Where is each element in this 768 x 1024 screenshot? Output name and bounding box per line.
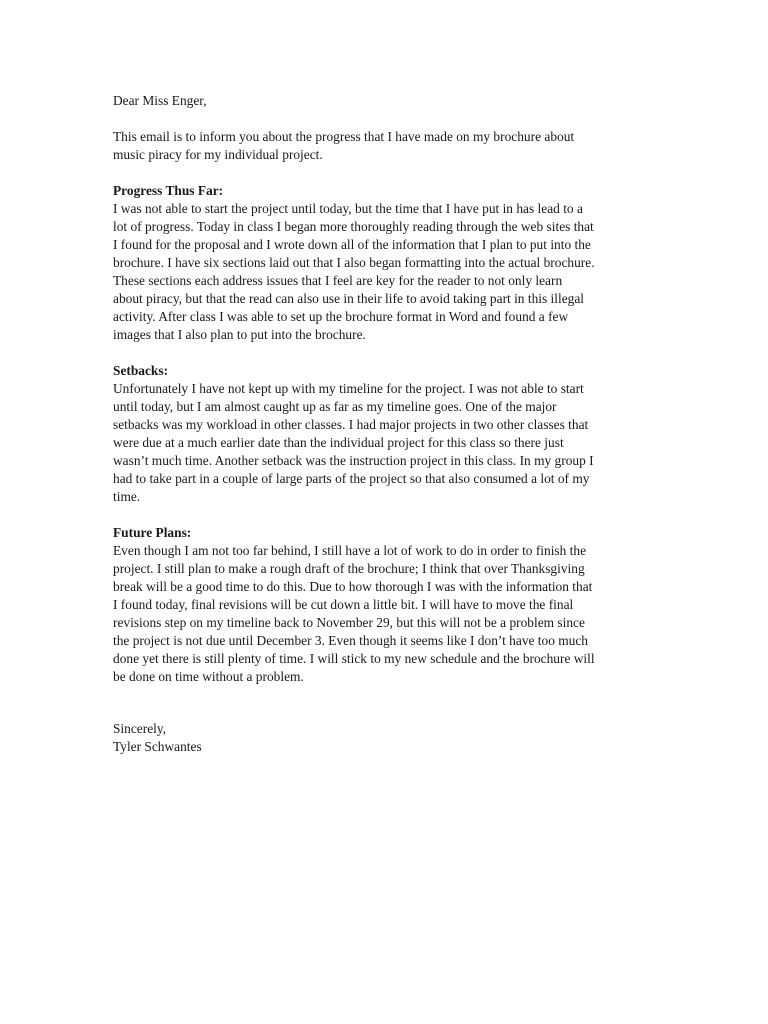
closing: Sincerely, (113, 721, 167, 736)
section-heading-setbacks: Setbacks: (113, 363, 169, 378)
signature-name: Tyler Schwantes (113, 739, 202, 754)
paragraph-line: the project is not due until December 3. Even though it seems like I don’t have too much (113, 633, 589, 648)
paragraph-line: These sections each address issues that I feel are key for the reader to not only learn (113, 273, 563, 288)
paragraph-line: project. I still plan to make a rough draft of the brochure; I think that over Thanksgiving (113, 561, 585, 576)
section-heading-future-plans: Future Plans: (113, 525, 192, 540)
paragraph-line: brochure. I have six sections laid out that I also began formatting into the actual brochure. (113, 255, 595, 270)
paragraph-line: I found today, final revisions will be cut down a little bit. I will have to move the final (113, 597, 574, 612)
paragraph-line: be done on time without a problem. (113, 669, 304, 684)
paragraph-line: I was not able to start the project until today, but the time that I have put in has lead to a (113, 201, 583, 216)
paragraph-line: about piracy, but that the read can also use in their life to avoid taking part in this illegal (113, 291, 585, 306)
paragraph-line: were due at a much earlier date than the individual project for this class so there just (113, 435, 564, 450)
spacer (113, 164, 643, 182)
section-setbacks (113, 362, 643, 506)
paragraph-line: setbacks was my workload in other classes. I had major projects in two other classes that (113, 417, 589, 432)
paragraph-line: Unfortunately I have not kept up with my timeline for the project. I was not able to start (113, 381, 584, 396)
paragraph-line: revisions step on my timeline back to November 29, but this will not be a problem since (113, 615, 585, 630)
section-progress (113, 182, 643, 344)
paragraph-line: had to take part in a couple of large parts of the project so that also consumed a lot of my (113, 471, 590, 486)
paragraph-line: I found for the proposal and I wrote down all of the information that I plan to put into the (113, 237, 591, 252)
spacer (113, 344, 643, 362)
paragraph-line: activity. After class I was able to set up the brochure format in Word and found a few (113, 309, 569, 324)
paragraph-line: wasn’t much time. Another setback was the instruction project in this class. In my group I (113, 453, 594, 468)
salutation: Dear Miss Enger, (113, 93, 207, 108)
spacer (113, 686, 643, 720)
letter-body (113, 92, 643, 756)
paragraph-line: lot of progress. Today in class I began more thoroughly reading through the web sites that (113, 219, 594, 234)
section-future-plans (113, 524, 643, 686)
paragraph-line: Even though I am not too far behind, I still have a lot of work to do in order to finish the (113, 543, 587, 558)
intro-line: This email is to inform you about the progress that I have made on my brochure about (113, 129, 575, 144)
intro-paragraph (113, 128, 643, 164)
paragraph-line: done yet there is still plenty of time. I will stick to my new schedule and the brochure will (113, 651, 595, 666)
paragraph-line: time. (113, 489, 141, 504)
paragraph-line: images that I also plan to put into the brochure. (113, 327, 366, 342)
paragraph-line: until today, but I am almost caught up as far as my timeline goes. One of the major (113, 399, 557, 414)
spacer (113, 110, 643, 128)
spacer (113, 506, 643, 524)
section-heading-progress: Progress Thus Far: (113, 183, 224, 198)
intro-line: music piracy for my individual project. (113, 147, 323, 162)
paragraph-line: break will be a good time to do this. Due to how thorough I was with the information that (113, 579, 593, 594)
